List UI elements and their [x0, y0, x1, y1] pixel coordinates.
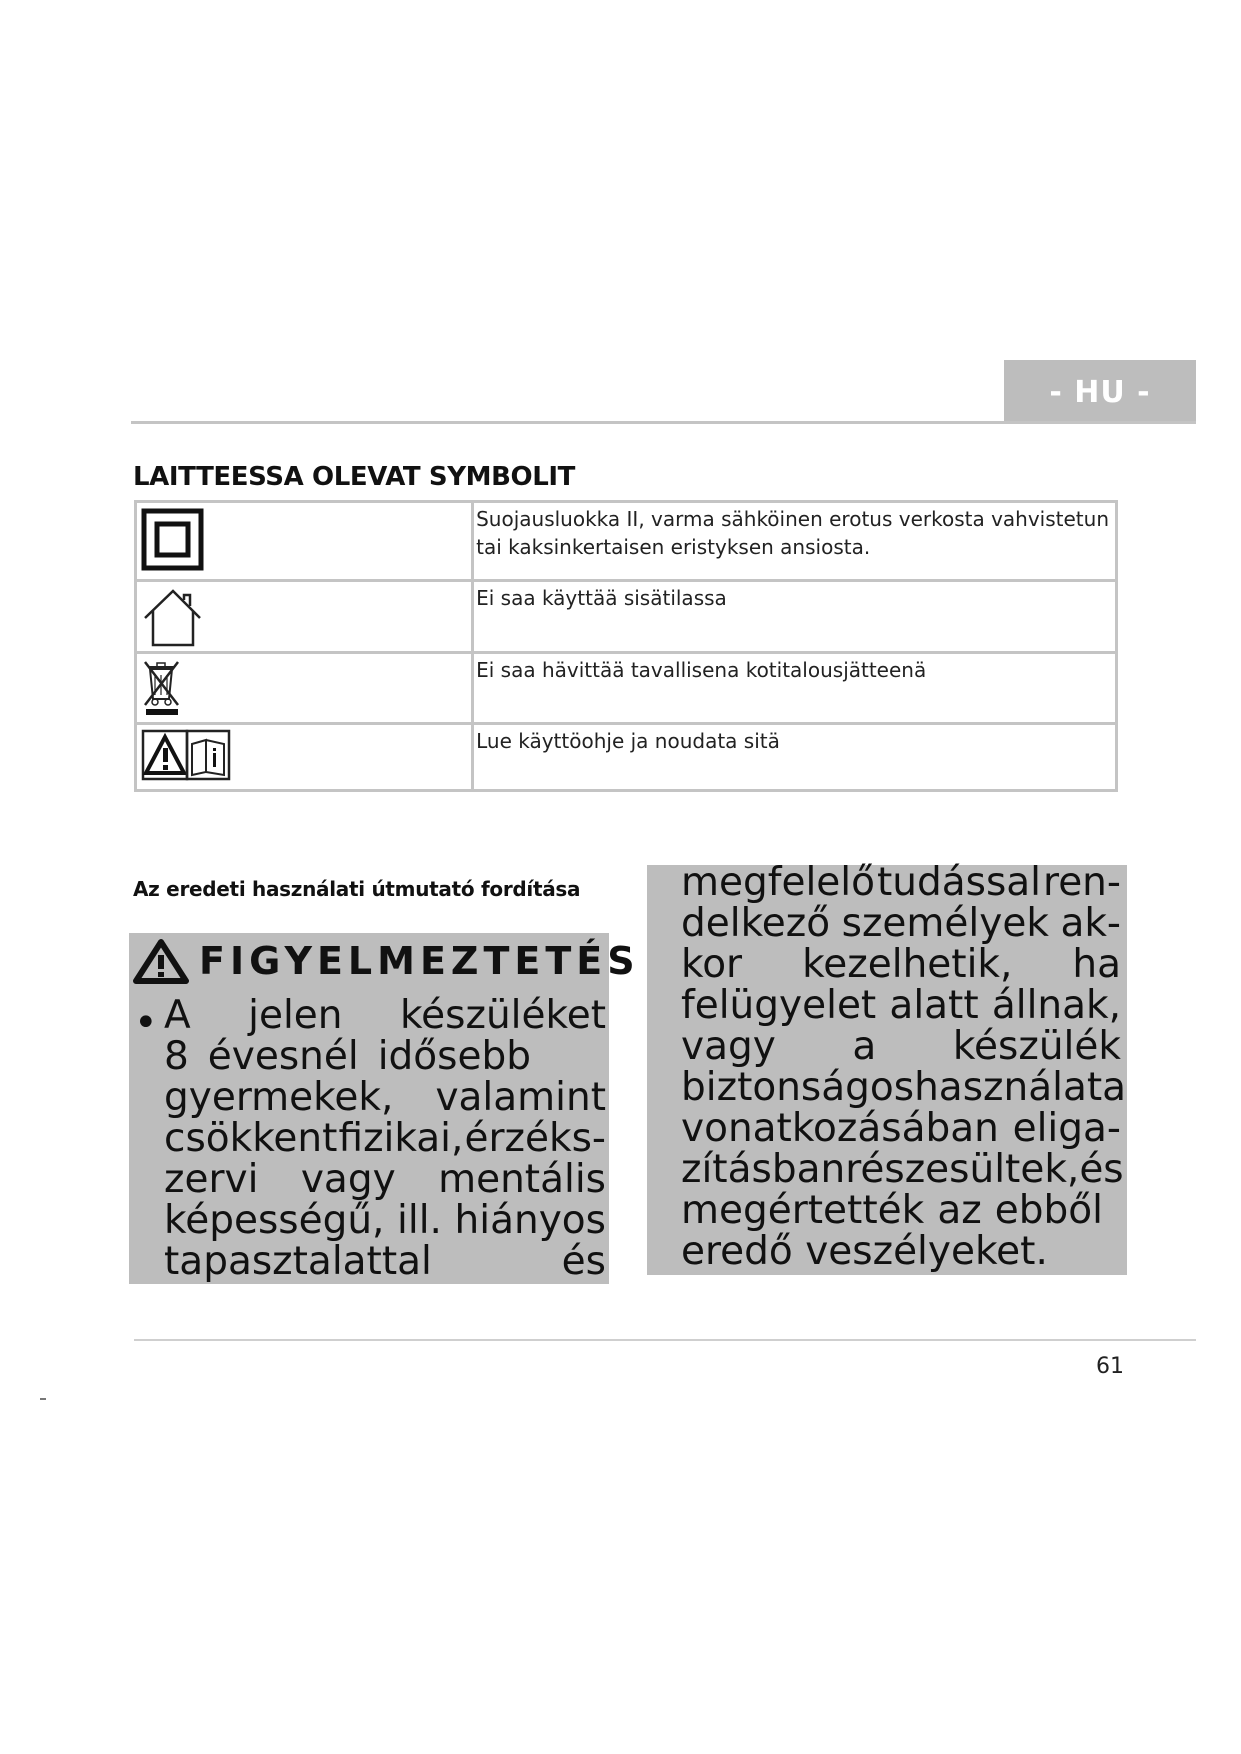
description-line: tai kaksinkertaisen eristyksen ansiosta.: [476, 535, 871, 559]
symbol-icon-cell: [136, 502, 473, 581]
symbol-description: [473, 724, 1117, 791]
symbol-description: [473, 502, 1117, 581]
text-line: kor kezelhetik, ha: [681, 942, 1121, 987]
double-square-class-ii-icon: [140, 506, 204, 572]
crossed-out-wheelie-bin-icon: [140, 657, 184, 719]
warning-heading-text: FIGYELMEZTETÉS: [199, 939, 640, 983]
symbol-icon-cell: [136, 653, 473, 724]
warning-text-right: [681, 860, 1127, 1274]
table-row: [136, 581, 1117, 653]
description-line: Suojausluokka II, varma sähköinen erotus verkosta vahvistetun: [476, 507, 1109, 531]
page-number: 61: [1096, 1354, 1124, 1379]
text-line: gyermekek, valamint: [164, 1075, 606, 1120]
text-line: tapasztalattal és: [164, 1239, 606, 1284]
warning-triangle-icon: [133, 938, 189, 984]
symbols-table: [134, 500, 1118, 792]
text-line: képességű, ill. hiányos: [164, 1198, 606, 1243]
text-line: csökkent fizikai, érzéks-: [164, 1116, 606, 1161]
description-line: Lue käyttöohje ja noudata sitä: [476, 729, 780, 753]
text-line: vonatkozásában eliga-: [681, 1106, 1121, 1151]
text-line: A jelen készüléket: [164, 993, 606, 1038]
bullet-point: •: [134, 1000, 158, 1046]
stray-mark: [40, 1398, 46, 1400]
symbol-description: [473, 653, 1117, 724]
symbol-icon-cell: [136, 581, 473, 653]
symbols-section-title: LAITTEESSA OLEVAT SYMBOLIT: [133, 462, 576, 492]
text-line: zításban részesültek, és: [681, 1147, 1124, 1192]
text-line: felügyelet alatt állnak,: [681, 983, 1121, 1028]
text-line: megértették az ebből: [681, 1188, 1103, 1233]
symbol-description: [473, 581, 1117, 653]
warning-heading: [133, 935, 640, 987]
symbol-icon-cell: [136, 724, 473, 791]
text-line: delkező személyek ak-: [681, 901, 1121, 946]
table-row: [136, 502, 1117, 581]
text-line: megfelelő tudással ren-: [681, 860, 1121, 905]
table-row: [136, 724, 1117, 791]
text-line: vagy a készülék: [681, 1024, 1121, 1069]
translation-note: Az eredeti használati útmutató fordítása: [133, 877, 581, 901]
header-divider: [131, 421, 1196, 424]
footer-divider: [134, 1339, 1196, 1341]
table-row: [136, 653, 1117, 724]
text-line: eredő veszélyeket.: [681, 1229, 1048, 1274]
language-tab: - HU -: [1004, 360, 1196, 424]
text-line: zervi vagy mentális: [164, 1157, 606, 1202]
house-outline-icon: [140, 585, 206, 649]
text-line: 8 évesnél idősebb: [164, 1034, 531, 1079]
text-line: biztonságos használata: [681, 1065, 1127, 1110]
warning-and-manual-icon: [140, 728, 232, 784]
warning-text-left: [164, 995, 606, 1282]
description-line: Ei saa hävittää tavallisena kotitalousjätteenä: [476, 658, 927, 682]
description-line: Ei saa käyttää sisätilassa: [476, 586, 727, 610]
